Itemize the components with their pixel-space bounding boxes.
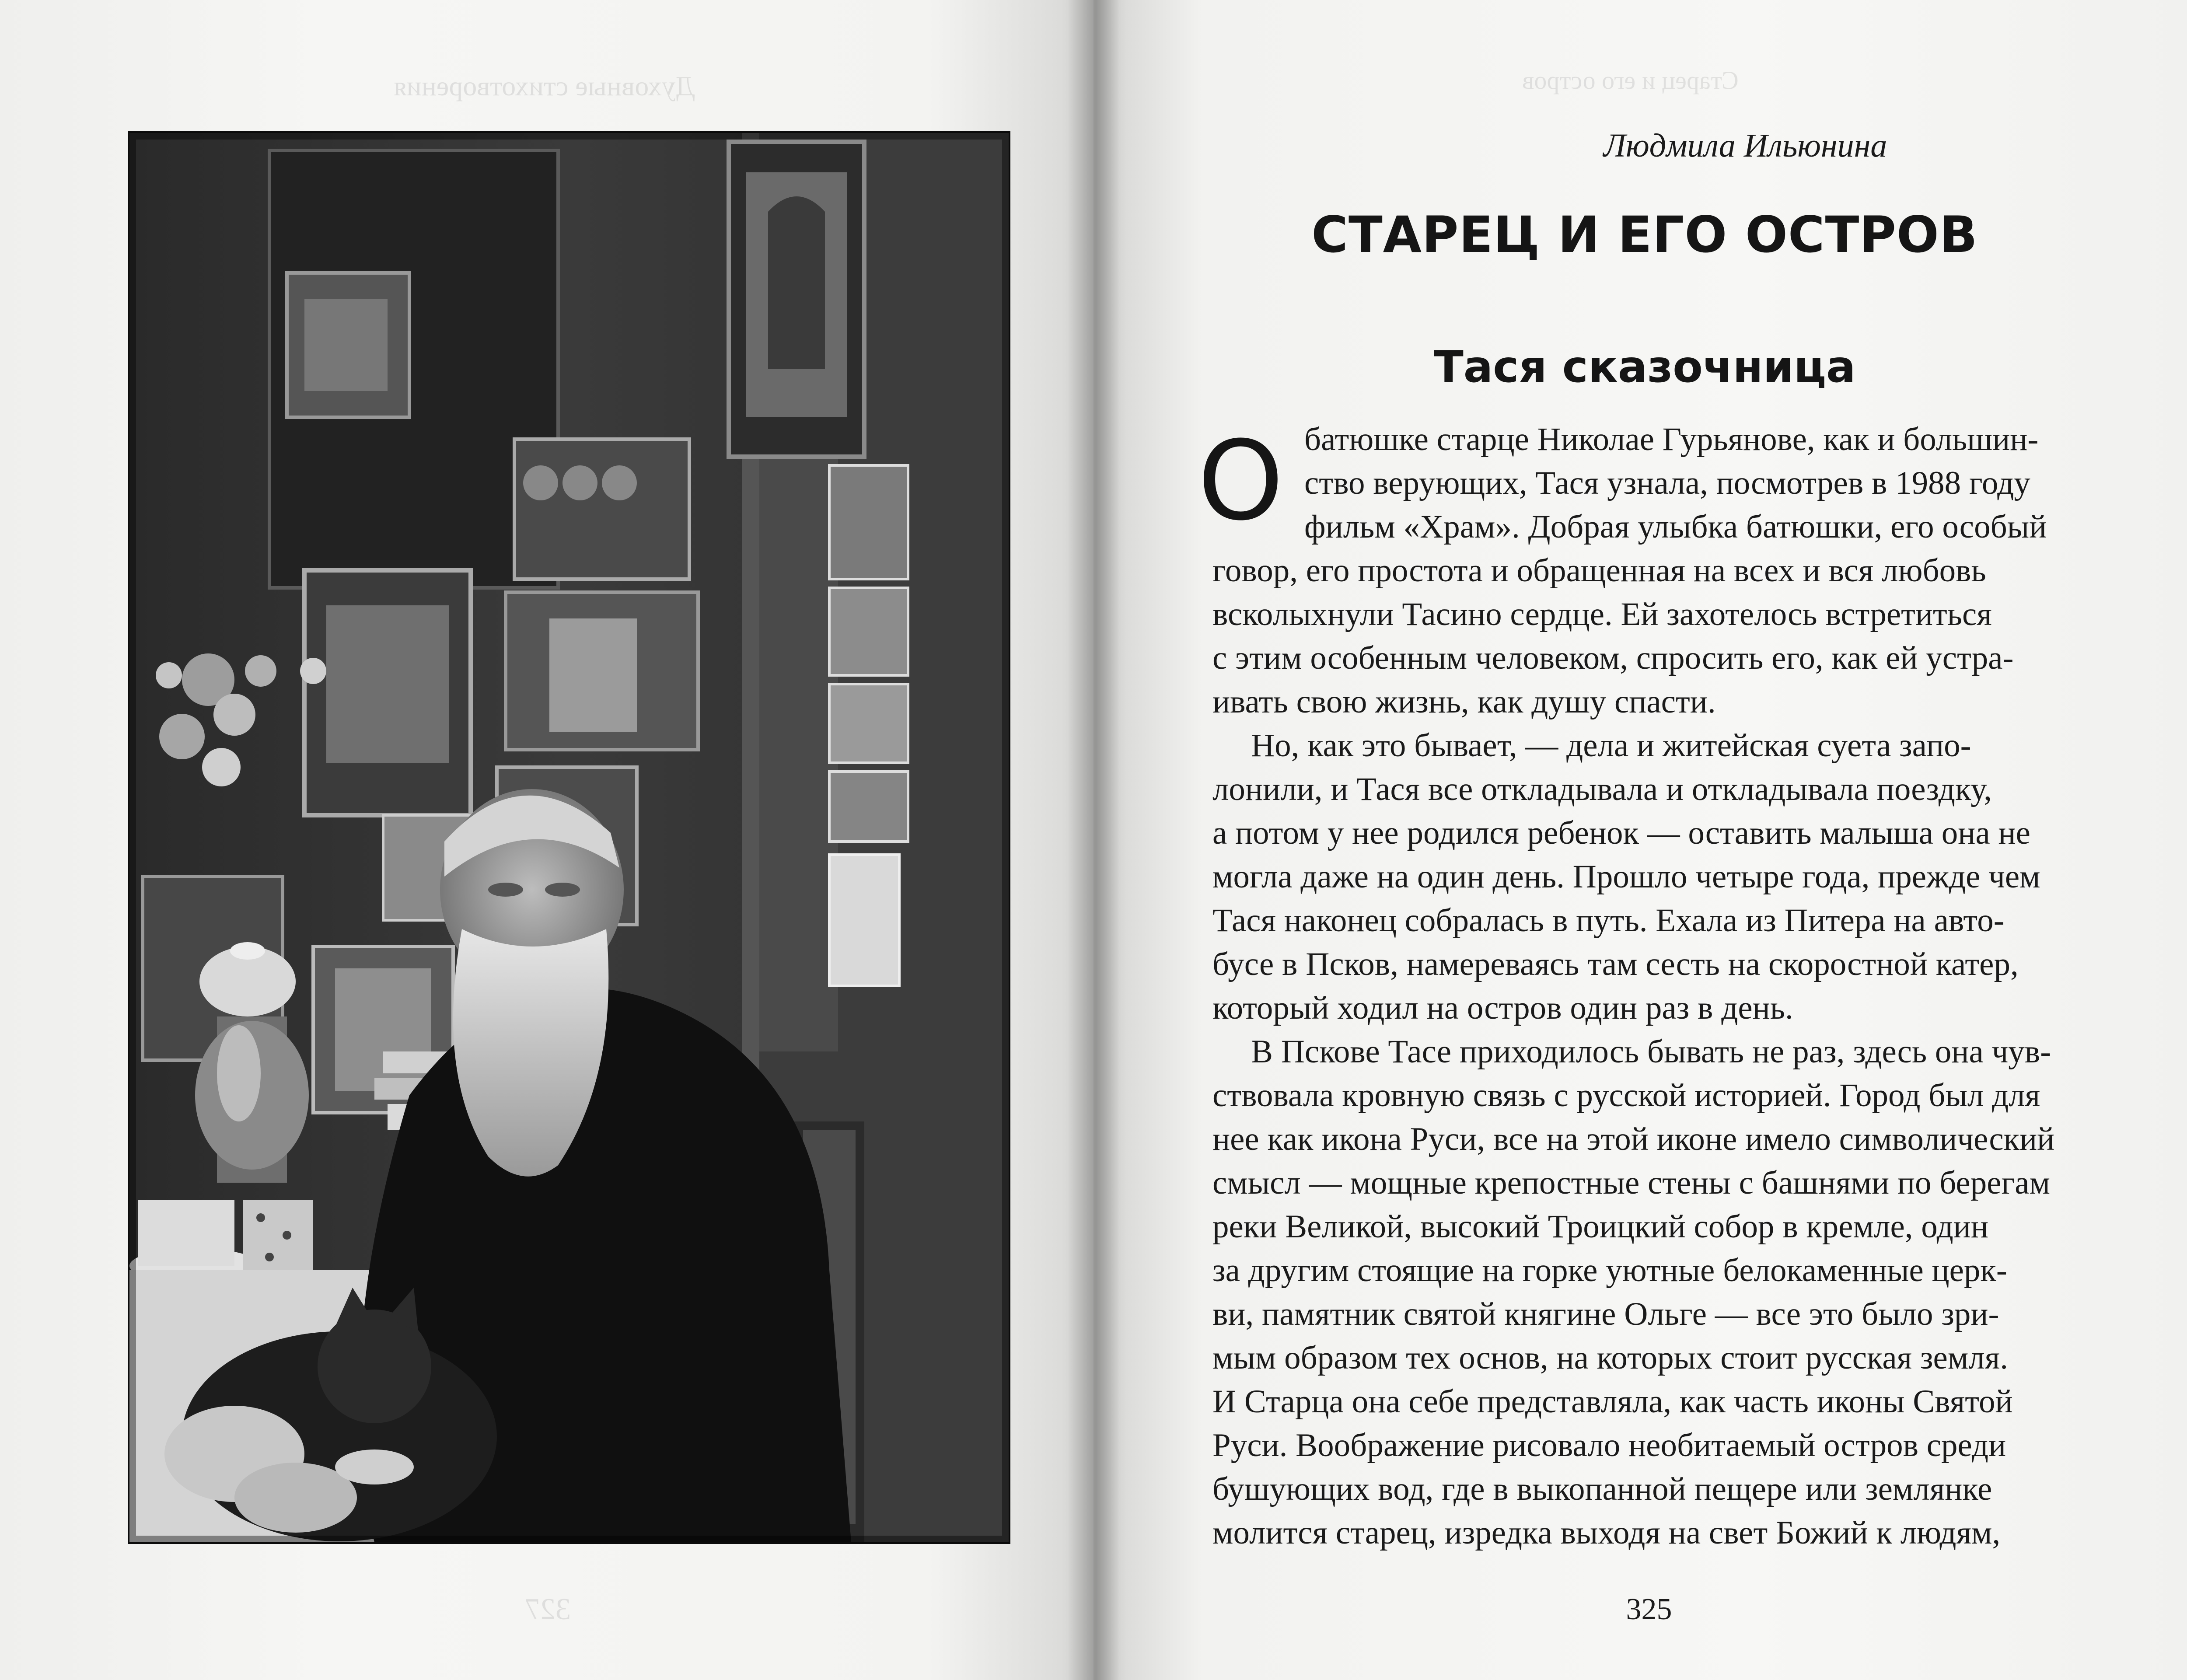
text-line: говор, его простота и обращенная на всех и вся любовь [1212,552,1986,589]
text-line: И Старца она себе представляла, как часть иконы Святой [1212,1383,2013,1420]
text-line: за другим стоящие на горке уютные белокаменные церк- [1212,1252,2007,1289]
show-through-page-number: 327 [525,1593,571,1626]
text-line: Руси. Воображение рисовало необитаемый остров среди [1212,1427,2006,1463]
text-line: фильм «Храм». Добрая улыбка батюшки, его особый [1304,509,2047,545]
text-line: молится старец, изредка выходя на свет Божий к людям, [1212,1515,2001,1551]
text-line: который ходил на остров один раз в день. [1212,990,1793,1026]
text-line: батюшке старце Николае Гурьянове, как и большин- [1304,421,2039,458]
text-line: реки Великой, высокий Троицкий собор в кремле, один [1212,1208,1989,1245]
text-line: всколыхнули Тасино сердце. Ей захотелось встретиться [1212,596,1992,632]
text-line: Но, как это бывает, — дела и житейская суета запо- [1251,727,1971,764]
text-line: Тася наконец собралась в путь. Ехала из Питера на авто- [1212,902,2005,939]
text-line: ви, памятник святой княгине Ольге — все это было зри- [1212,1296,1999,1332]
text-line: бушующих вод, где в выкопанной пещере или землянке [1212,1471,1992,1507]
page-number: 325 [1626,1593,1672,1626]
text-line: смысл — мощные крепостные стены с башнями по берегам [1212,1165,2050,1201]
text-line: нее как икона Руси, все на этой иконе имело символический [1212,1121,2055,1157]
chapter-title: СТАРЕЦ И ЕГО ОСТРОВ [1311,206,1978,264]
text-line: ствовала кровную связь с русской историей. Город был для [1212,1077,2040,1114]
text-line: с этим особенным человеком, спросить его, как ей устра- [1212,640,2014,676]
text-line: бусе в Псков, намереваясь там сесть на скоростной катер, [1212,946,2019,982]
author-name: Людмила Ильюнина [1603,127,1887,164]
text-line: В Пскове Тасе приходилось бывать не раз, здесь она чув- [1251,1034,2051,1070]
show-through-header-left: Духовные стихотворения [394,70,695,101]
text-line: лонили, и Тася все откладывала и откладывала поездку, [1212,771,1992,807]
show-through-header-right: Старец и его остров [1522,66,1739,94]
text-line: могла даже на один день. Прошло четыре года, прежде чем [1212,859,2040,895]
text-line: а потом у нее родился ребенок — оставить малыша она не [1212,815,2030,851]
text-line: ивать свою жизнь, как душу спасти. [1212,684,1716,720]
section-subtitle: Тася сказочница [1433,341,1856,392]
drop-cap: О [1198,417,1284,545]
text-line: ство верующих, Тася узнала, посмотрев в 1988 году [1304,465,2030,501]
text-line: мым образом тех основ, на которых стоит русская земля. [1212,1340,2008,1376]
